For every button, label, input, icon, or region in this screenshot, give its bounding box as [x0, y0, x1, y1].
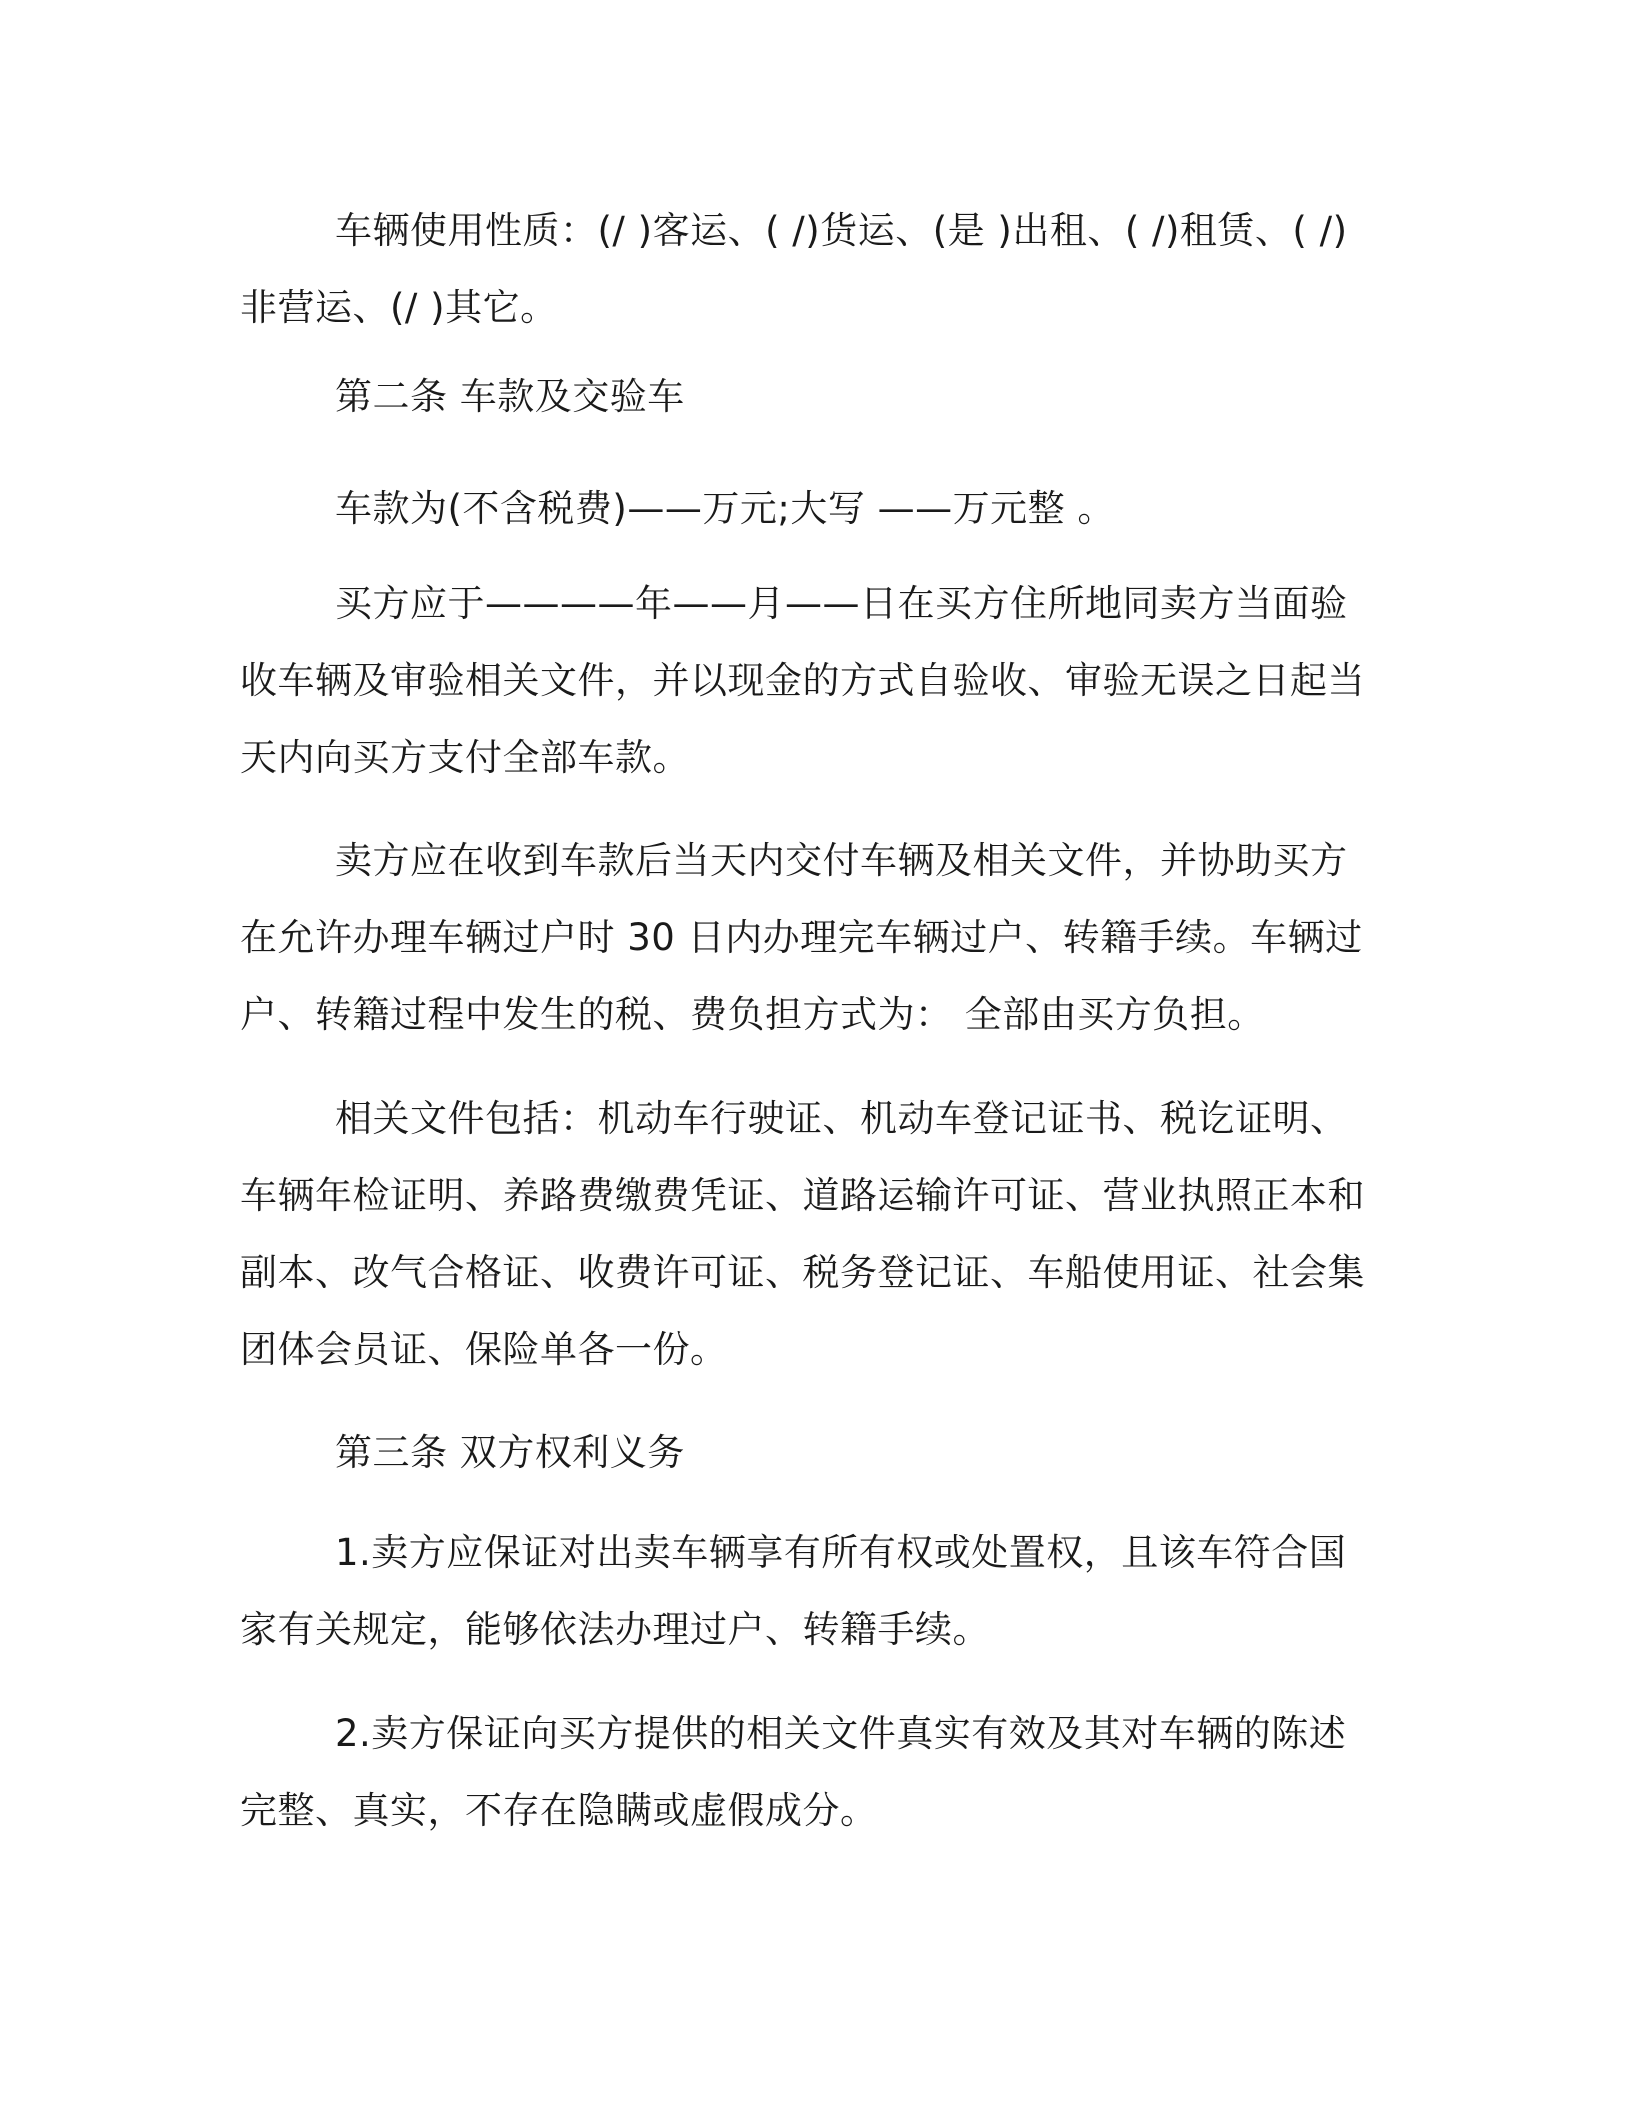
clause-2: 2.卖方保证向买方提供的相关文件真实有效及其对车辆的陈述完整、真实，不存在隐瞒或虚假成分。: [240, 1712, 1347, 1832]
article-3-heading: 第三条 双方权利义务: [335, 1431, 685, 1474]
paragraph-inspection: 买方应于————年——月——日在买方住所地同卖方当面验收车辆及审验相关文件，并以现金的方式自验收、审验无误之日起当天内向买方支付全部车款。: [240, 582, 1365, 779]
article-2-heading: 第二条 车款及交验车: [335, 375, 685, 418]
paragraph-price: 车款为(不含税费)——万元;大写 ——万元整 。: [335, 487, 1115, 530]
paragraph-documents: 相关文件包括：机动车行驶证、机动车登记证书、税讫证明、车辆年检证明、养路费缴费凭证、道路运输许可证、营业执照正本和副本、改气合格证、收费许可证、税务登记证、车船使用证、社会集团体会员证、保险单各一份。: [240, 1097, 1365, 1371]
paragraph-usage-nature: 车辆使用性质：(/ )客运、( /)货运、(是 )出租、( /)租赁、( /)非营运、(/ )其它。: [240, 209, 1348, 329]
clause-1: 1.卖方应保证对出卖车辆享有所有权或处置权，且该车符合国家有关规定，能够依法办理过户、转籍手续。: [240, 1531, 1347, 1651]
paragraph-delivery: 卖方应在收到车款后当天内交付车辆及相关文件，并协助买方在允许办理车辆过户时 30 日内办理完车辆过户、转籍手续。车辆过户、转籍过程中发生的税、费负担方式为： 全部由买方负担。: [240, 839, 1363, 1036]
